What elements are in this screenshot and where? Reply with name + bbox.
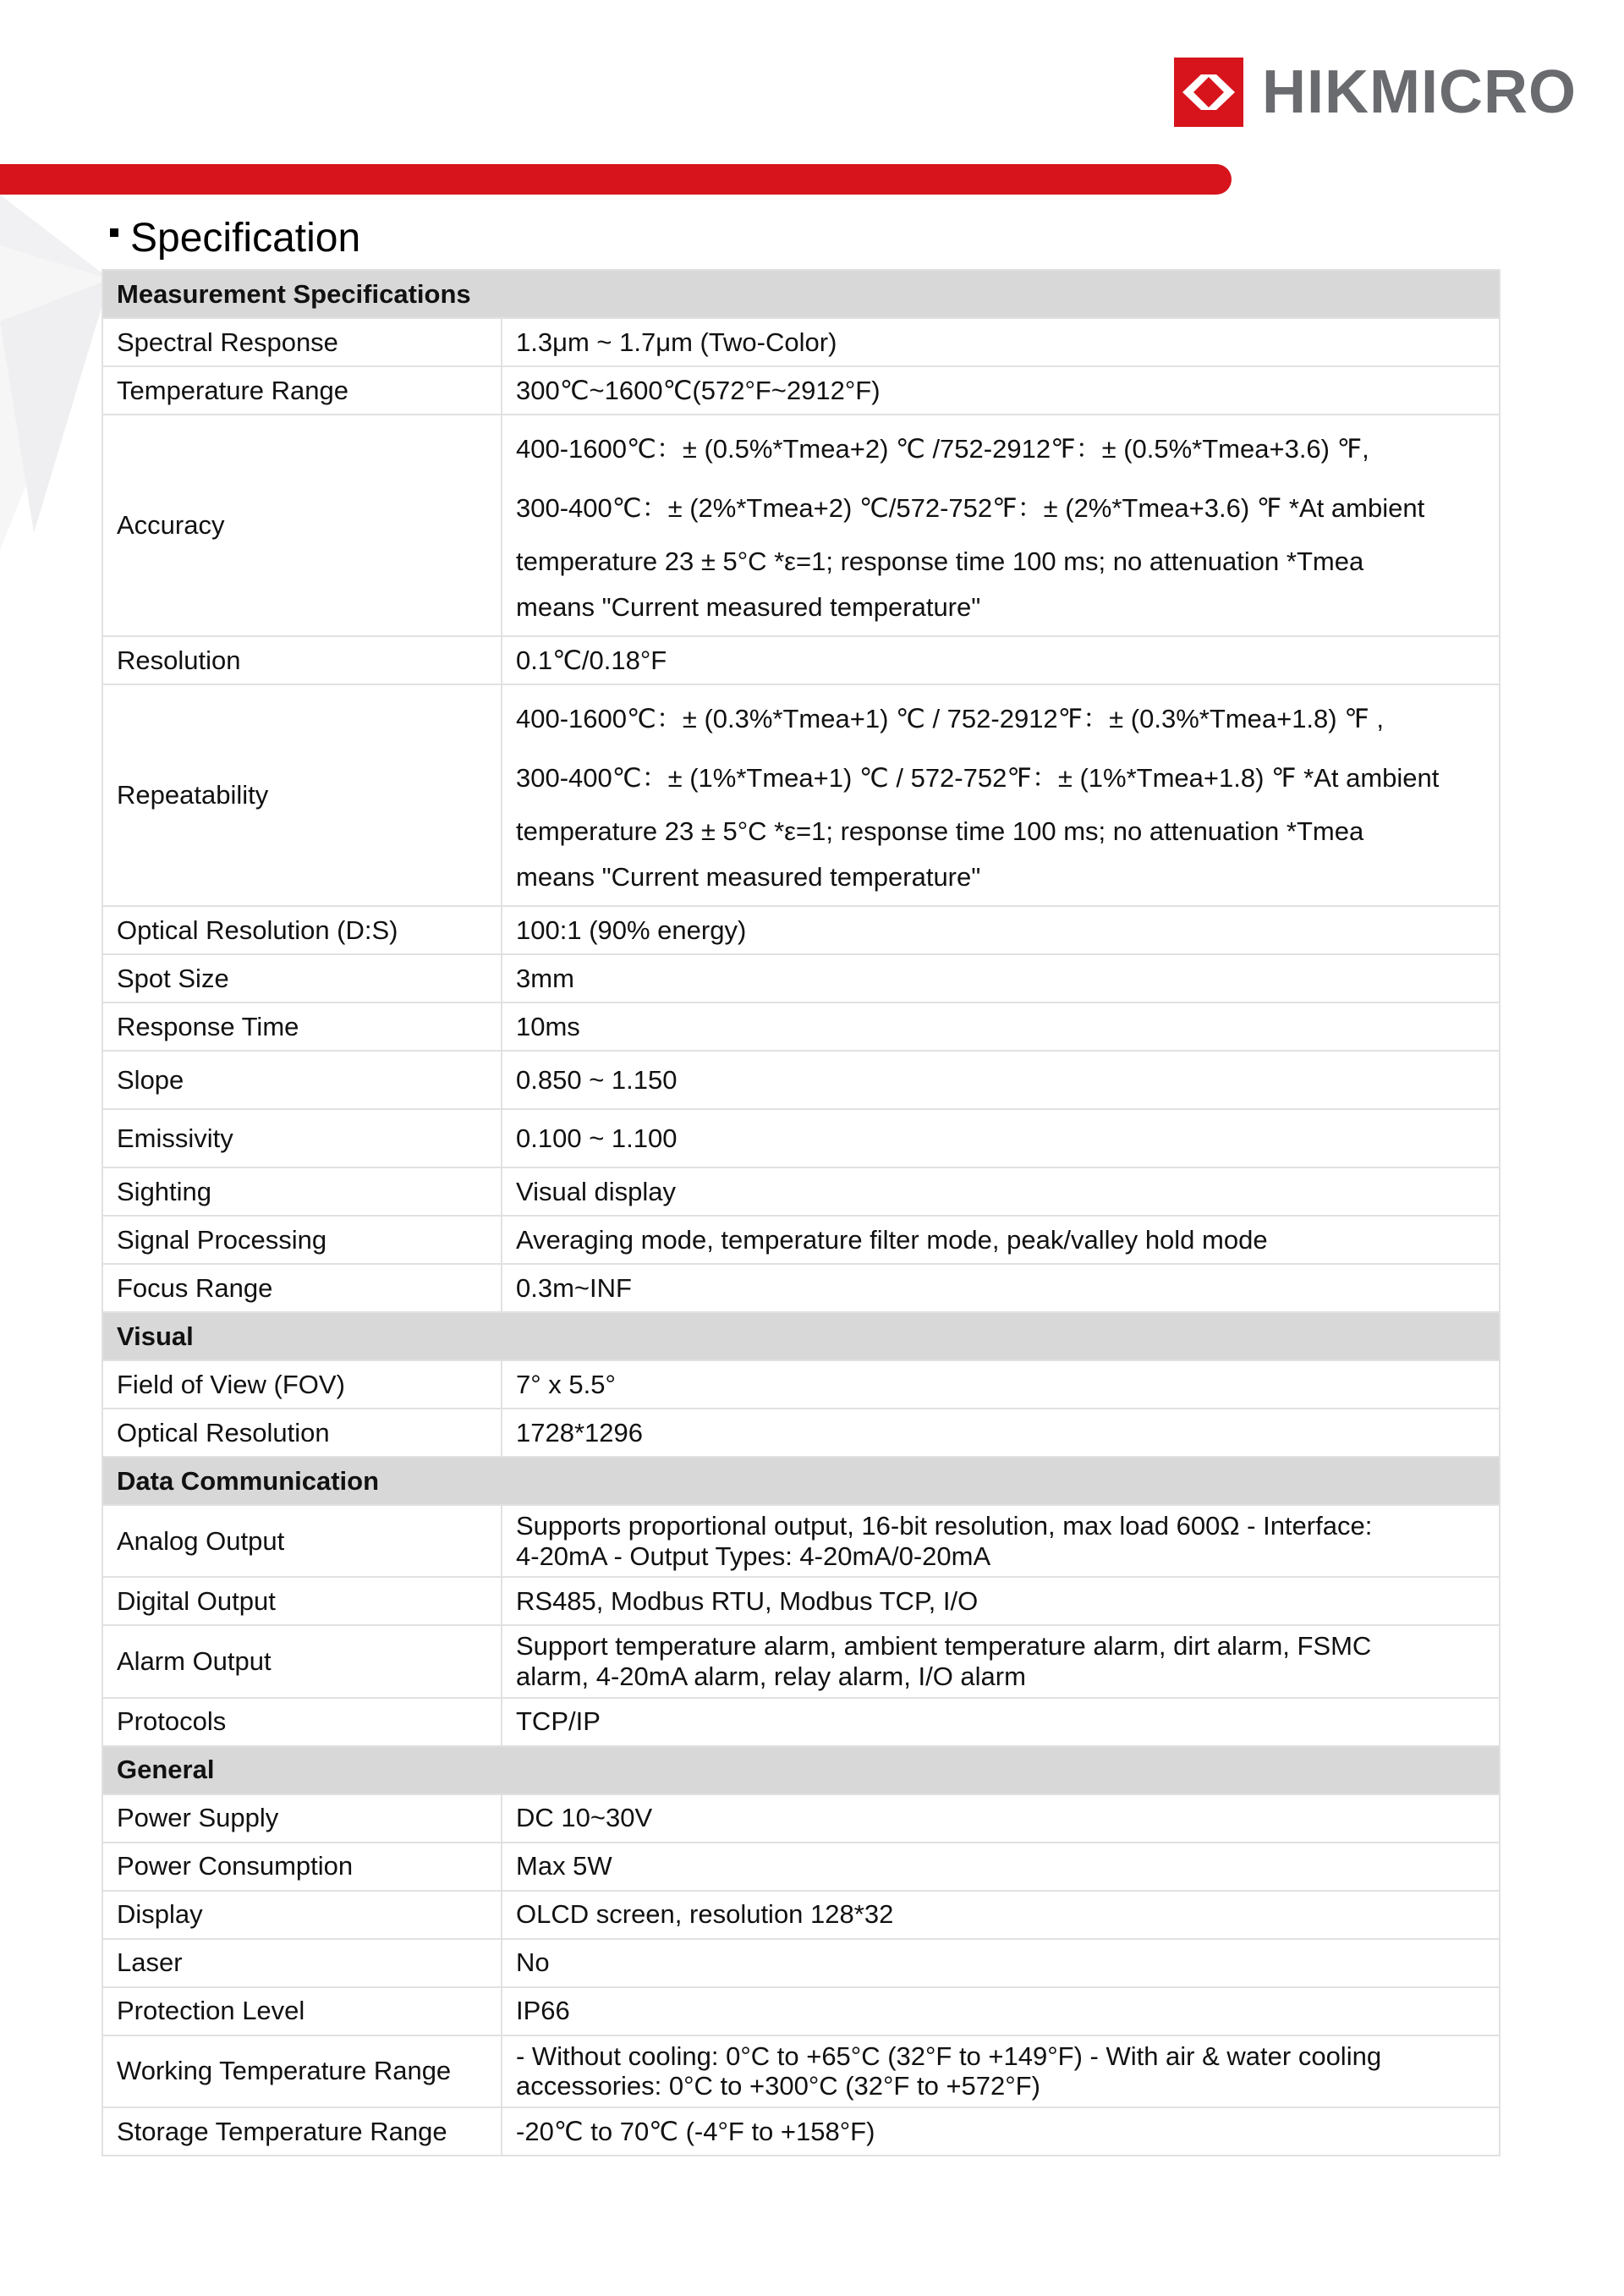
table-row <box>102 415 1500 636</box>
spec-value-line: Support temperature alarm, ambient temperature alarm, dirt alarm, FSMC <box>516 1631 1372 1662</box>
spec-value: DC 10~30V <box>502 1794 1500 1843</box>
spec-value <box>502 415 1500 636</box>
spec-value: TCP/IP <box>502 1698 1500 1746</box>
table-row <box>102 1698 1500 1746</box>
table-row <box>102 906 1500 954</box>
hikmicro-logo <box>1174 56 1577 129</box>
spec-label: Analog Output <box>102 1505 502 1577</box>
spec-value: 0.1℃/0.18°F <box>502 636 1500 684</box>
table-row <box>102 1577 1500 1625</box>
section-title: Data Communication <box>102 1457 1500 1505</box>
table-row <box>102 954 1500 1002</box>
table-row <box>102 1264 1500 1312</box>
spec-table <box>102 269 1501 2156</box>
table-row <box>102 1216 1500 1264</box>
page-title: Specification <box>130 216 361 261</box>
table-row <box>102 366 1500 415</box>
spec-label: Temperature Range <box>102 366 502 415</box>
section-header <box>102 1457 1500 1505</box>
brand-name: HIKMICRO <box>1262 58 1577 126</box>
spec-value-line: accessories: 0°C to +300°C (32°F to +572°F) <box>516 2071 1040 2101</box>
spec-label: Power Supply <box>102 1794 502 1843</box>
hikmicro-logo-icon <box>1174 58 1243 127</box>
spec-label: Spot Size <box>102 954 502 1002</box>
spec-label: Optical Resolution (D:S) <box>102 906 502 954</box>
spec-value-line: 300-400℃：± (1%*Tmea+1) ℃ / 572-752℉：± (1%*Tmea+1.8) ℉ *At ambient <box>516 763 1440 793</box>
spec-value-line: alarm, 4-20mA alarm, relay alarm, I/O alarm <box>516 1661 1026 1691</box>
spec-value: 1.3μm ~ 1.7μm (Two-Color) <box>502 318 1500 366</box>
spec-value-line: Supports proportional output, 16-bit resolution, max load 600Ω - Interface: <box>516 1511 1373 1541</box>
table-row <box>102 1505 1500 1577</box>
spec-value: 3mm <box>502 954 1500 1002</box>
spec-value-line: 400-1600℃：± (0.5%*Tmea+2) ℃ /752-2912℉：± (0.5%*Tmea+3.6) ℉, <box>516 434 1369 464</box>
table-row <box>102 1625 1500 1697</box>
spec-value <box>502 684 1500 906</box>
spec-value: Averaging mode, temperature filter mode, peak/valley hold mode <box>502 1216 1500 1264</box>
spec-value-line: temperature 23 ± 5°C *ε=1; response time 100 ms; no attenuation *Tmea <box>516 547 1364 576</box>
spec-value-line: 400-1600℃：± (0.3%*Tmea+1) ℃ / 752-2912℉：± (0.3%*Tmea+1.8) ℉ , <box>516 704 1384 733</box>
table-row <box>102 2035 1500 2107</box>
spec-label: Focus Range <box>102 1264 502 1312</box>
spec-label: Power Consumption <box>102 1843 502 1891</box>
spec-label: Optical Resolution <box>102 1409 502 1457</box>
table-row <box>102 1939 1500 1987</box>
table-row <box>102 636 1500 684</box>
table-row <box>102 1360 1500 1409</box>
spec-value-line: 4-20mA - Output Types: 4-20mA/0-20mA <box>516 1541 991 1571</box>
table-row <box>102 1409 1500 1457</box>
spec-value-line: - Without cooling: 0°C to +65°C (32°F to +149°F) - With air & water cooling <box>516 2041 1382 2071</box>
section-header <box>102 1312 1500 1360</box>
spec-label: Emissivity <box>102 1109 502 1167</box>
spec-label: Repeatability <box>102 684 502 906</box>
spec-value: 100:1 (90% energy) <box>502 906 1500 954</box>
section-header <box>102 270 1500 318</box>
spec-value-line: 300-400℃：± (2%*Tmea+2) ℃/572-752℉：± (2%*Tmea+3.6) ℉ *At ambient <box>516 493 1425 523</box>
spec-value: -20℃ to 70℃ (-4°F to +158°F) <box>502 2107 1500 2156</box>
page-heading <box>110 218 360 259</box>
spec-value: 0.3m~INF <box>502 1264 1500 1312</box>
spec-value-line: means "Current measured temperature" <box>516 862 981 892</box>
table-row <box>102 318 1500 366</box>
table-row <box>102 1891 1500 1939</box>
spec-value: RS485, Modbus RTU, Modbus TCP, I/O <box>502 1577 1500 1625</box>
spec-value: 0.100 ~ 1.100 <box>502 1109 1500 1167</box>
spec-value: No <box>502 1939 1500 1987</box>
section-title: General <box>102 1746 1500 1794</box>
spec-value: 1728*1296 <box>502 1409 1500 1457</box>
spec-label: Spectral Response <box>102 318 502 366</box>
spec-label: Alarm Output <box>102 1625 502 1697</box>
spec-label: Protocols <box>102 1698 502 1746</box>
spec-label: Resolution <box>102 636 502 684</box>
spec-value-line: temperature 23 ± 5°C *ε=1; response time 100 ms; no attenuation *Tmea <box>516 816 1364 846</box>
table-row <box>102 1843 1500 1891</box>
spec-value: IP66 <box>502 1987 1500 2035</box>
section-header <box>102 1746 1500 1794</box>
spec-label: Laser <box>102 1939 502 1987</box>
table-row <box>102 1167 1500 1216</box>
table-row <box>102 1002 1500 1051</box>
spec-value: 7° x 5.5° <box>502 1360 1500 1409</box>
square-bullet-icon <box>110 228 118 237</box>
spec-value: OLCD screen, resolution 128*32 <box>502 1891 1500 1939</box>
spec-label: Accuracy <box>102 415 502 636</box>
table-row <box>102 1051 1500 1109</box>
table-row <box>102 684 1500 906</box>
spec-value <box>502 1625 1500 1697</box>
spec-label: Response Time <box>102 1002 502 1051</box>
spec-value: 300℃~1600℃(572°F~2912°F) <box>502 366 1500 415</box>
spec-label: Field of View (FOV) <box>102 1360 502 1409</box>
spec-label: Storage Temperature Range <box>102 2107 502 2156</box>
spec-label: Working Temperature Range <box>102 2035 502 2107</box>
spec-value: 0.850 ~ 1.150 <box>502 1051 1500 1109</box>
spec-value: 10ms <box>502 1002 1500 1051</box>
table-row <box>102 1109 1500 1167</box>
table-row <box>102 2107 1500 2156</box>
section-title: Visual <box>102 1312 1500 1360</box>
table-row <box>102 1987 1500 2035</box>
spec-value <box>502 2035 1500 2107</box>
spec-label: Slope <box>102 1051 502 1109</box>
spec-label: Digital Output <box>102 1577 502 1625</box>
spec-label: Protection Level <box>102 1987 502 2035</box>
spec-label: Signal Processing <box>102 1216 502 1264</box>
spec-label: Display <box>102 1891 502 1939</box>
section-title: Measurement Specifications <box>102 270 1500 318</box>
spec-value <box>502 1505 1500 1577</box>
spec-value: Visual display <box>502 1167 1500 1216</box>
spec-label: Sighting <box>102 1167 502 1216</box>
spec-value-line: means "Current measured temperature" <box>516 592 981 622</box>
table-row <box>102 1794 1500 1843</box>
red-accent-bar <box>0 164 1232 195</box>
spec-value: Max 5W <box>502 1843 1500 1891</box>
